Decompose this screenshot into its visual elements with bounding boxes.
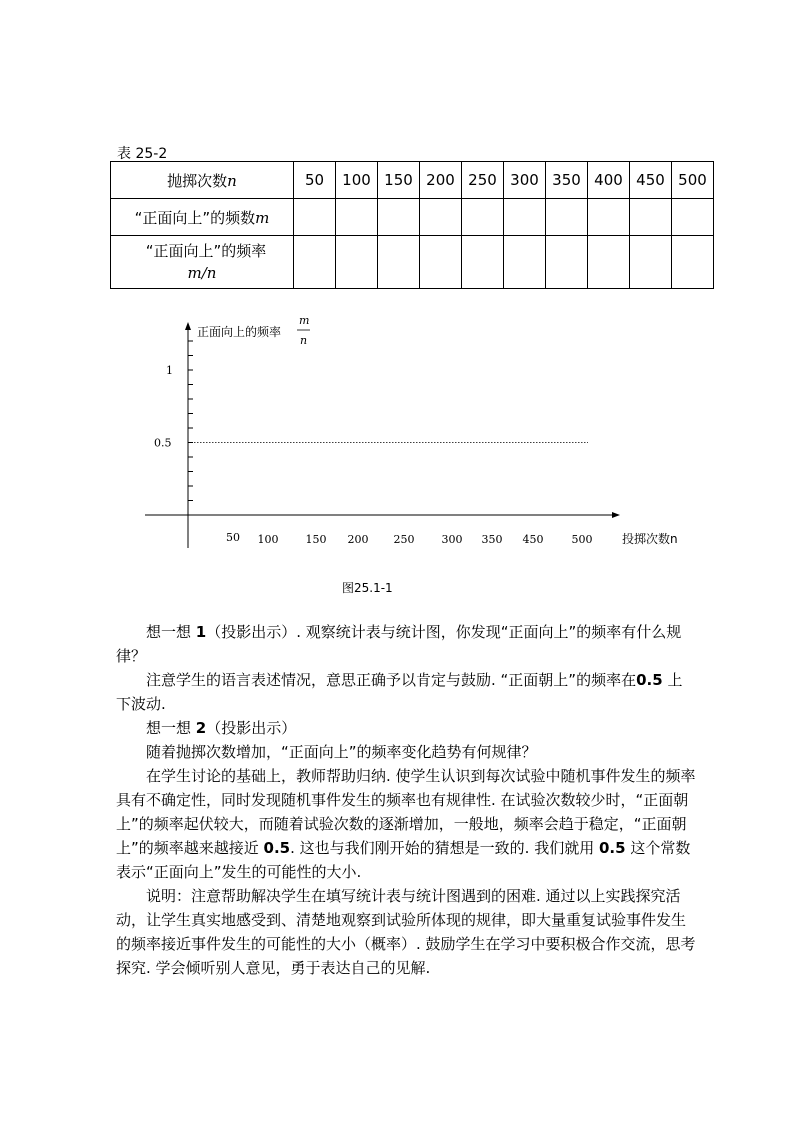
figure-caption: 图25.1-1 <box>342 581 393 595</box>
bold-text: 0.5 <box>598 839 626 857</box>
bold-text: 0.5 <box>263 839 291 857</box>
text: 在学生讨论的基础上，教师帮助归纳. 使学生认识到每次试验中随机事件发生的频率具有不确定性，同时发现随机事件发生的频率也有规律性. 在试验次数较少时，“正面朝上”的频率起伏较大，而随着试验次数的逐渐增加，一般地，频率会趋于稳定，“正面朝上”的频率越来越接近 <box>116 767 696 857</box>
x-tick-label: 350 <box>481 533 503 546</box>
paragraph <box>116 716 696 740</box>
x-tick-label: 250 <box>393 533 415 546</box>
bold-text: 1 <box>195 623 207 641</box>
x-tick-label: 150 <box>305 533 327 546</box>
var-m-over-n: m/n <box>187 264 217 282</box>
body-text <box>116 620 696 980</box>
text: 注意学生的语言表述情况，意思正确予以肯定与鼓励. “正面朝上”的频率在 <box>146 671 637 689</box>
paragraph <box>116 620 696 668</box>
x-tick-labels <box>226 531 593 546</box>
x-axis-label: 投掷次数n <box>622 532 678 546</box>
text: （投影出示） <box>206 719 297 737</box>
text: 想一想 <box>146 623 196 641</box>
cell-value: 100 <box>336 162 378 199</box>
cell-value: 500 <box>672 162 714 199</box>
cell-value: 200 <box>420 162 462 199</box>
bold-text: 2 <box>195 719 207 737</box>
text: 说明：注意帮助解决学生在填写统计表与统计图遇到的困难. 通过以上实践探究活动，让学生真实地感受到、清楚地观察到试验所体现的规律，即大量重复试验事件发生的频率接近事件发生的可能性的大小（概率）. 鼓励学生在学习中要积极合作交流，思考探究. 学会倾听别人意见，勇于表达自己的见解. <box>116 887 696 977</box>
label-text: 抛掷次数 <box>167 171 228 190</box>
x-tick-label: 500 <box>571 533 593 546</box>
y-axis-arrow <box>185 322 191 330</box>
text: 这个常数表示“正面向上”发生的可能性的大小. <box>116 839 691 881</box>
cell-value: 450 <box>630 162 672 199</box>
paragraph <box>116 740 696 764</box>
y-tick-label-0-5: 0.5 <box>154 436 172 450</box>
table-caption: 表 25-2 <box>117 146 168 162</box>
label-text: “正面向上”的频率 <box>145 242 267 260</box>
var-m: m <box>255 208 270 227</box>
text: 随着抛掷次数增加，“正面向上”的频率变化趋势有何规律？ <box>146 743 537 761</box>
x-tick-label: 50 <box>226 531 240 544</box>
y-tick-label-1: 1 <box>166 364 173 377</box>
text: 想一想 <box>146 719 196 737</box>
paragraph <box>116 884 696 980</box>
x-tick-label: 100 <box>257 533 279 546</box>
y-axis-label-numerator: m <box>299 314 310 327</box>
paragraph <box>116 668 696 716</box>
y-axis-label: 正面向上的频率 <box>197 325 282 339</box>
x-tick-label: 450 <box>522 533 544 546</box>
var-n: n <box>227 171 237 190</box>
cell-value: 150 <box>378 162 420 199</box>
cell-value: 400 <box>588 162 630 199</box>
label-text: “正面向上”的频数 <box>134 208 256 227</box>
cell-value: 300 <box>504 162 546 199</box>
cell-value: 350 <box>546 162 588 199</box>
text: （投影出示）. 观察统计表与统计图，你发现“正面向上”的频率有什么规律？ <box>116 623 682 665</box>
text: . 这也与我们刚开始的猜想是一致的. 我们就用 <box>290 839 599 857</box>
x-tick-label: 200 <box>347 533 369 546</box>
cell-value: 50 <box>294 162 336 199</box>
text: 上下波动. <box>116 671 683 713</box>
cell-value: 250 <box>462 162 504 199</box>
y-axis-label-denominator: n <box>300 334 308 347</box>
bold-text: 0.5 <box>636 671 663 689</box>
x-tick-label: 300 <box>441 533 463 546</box>
y-tick-marks <box>188 341 193 501</box>
paragraph <box>116 764 696 884</box>
x-axis-arrow <box>612 512 620 518</box>
